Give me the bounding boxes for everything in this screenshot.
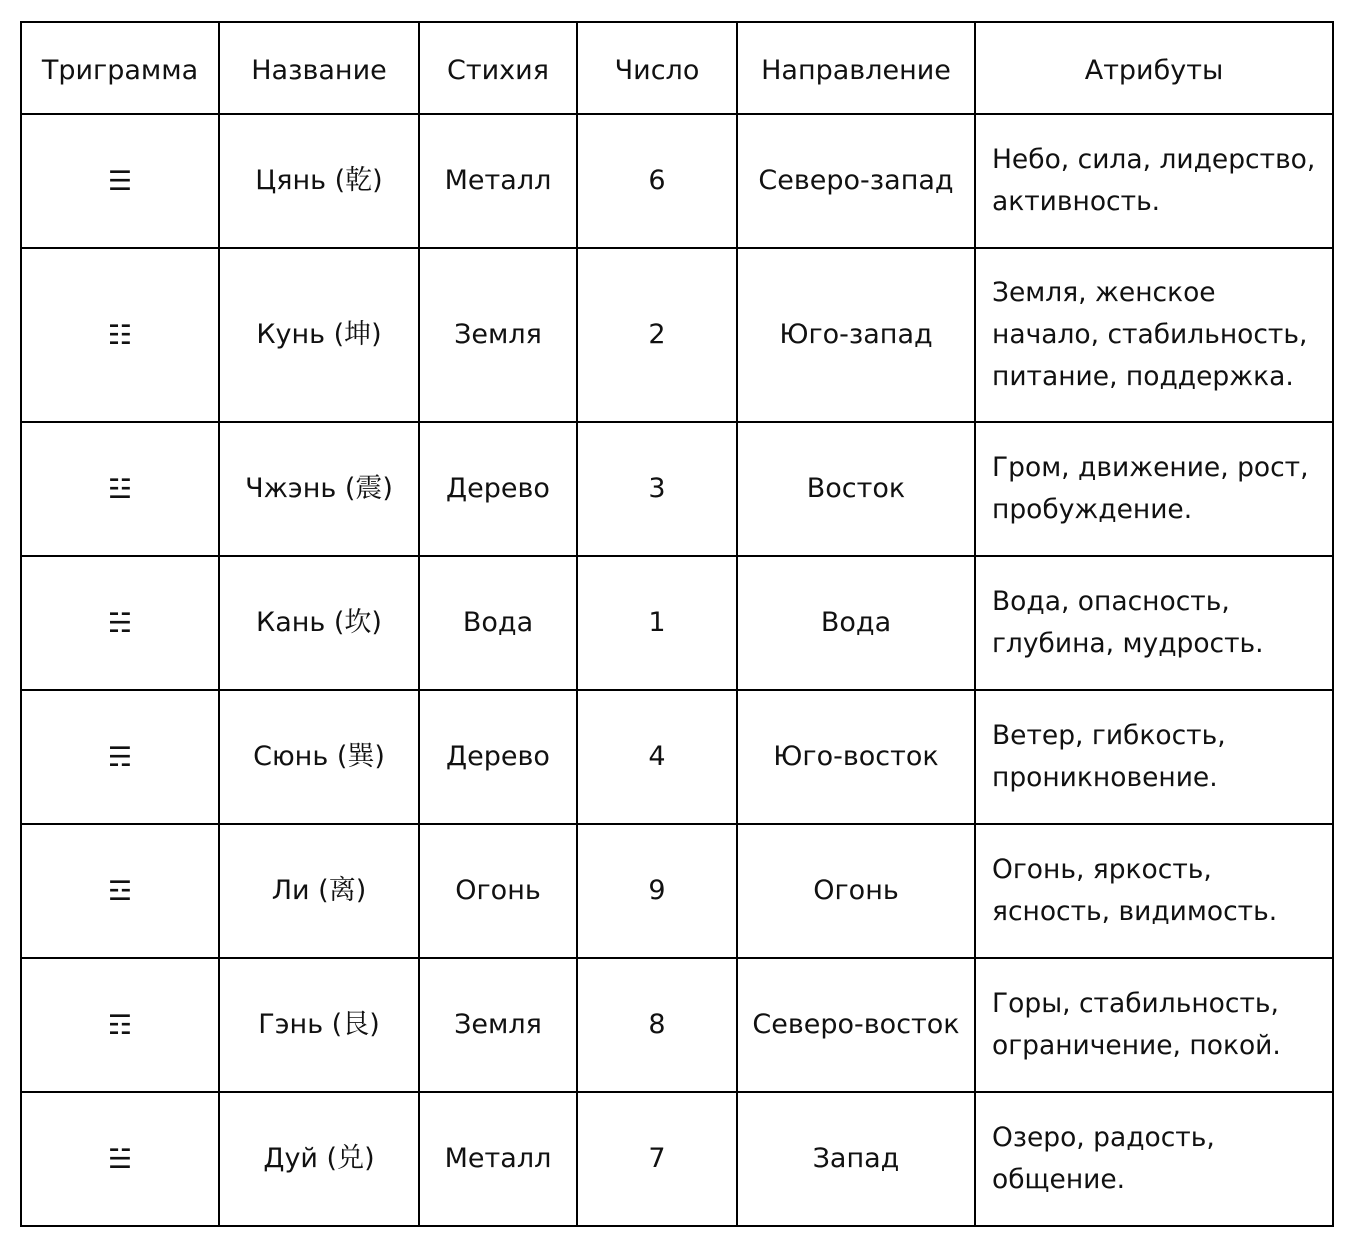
header-direction: Направление [737, 22, 975, 114]
trigram-number: 9 [577, 824, 737, 958]
table-row [21, 248, 1333, 422]
trigram-direction: Юго-восток [737, 690, 975, 824]
trigram-name: Дуй (兑) [219, 1092, 419, 1226]
trigram-element: Металл [419, 114, 577, 248]
trigram-direction: Северо-запад [737, 114, 975, 248]
trigram-number: 2 [577, 248, 737, 422]
trigram-symbol: ☲ [21, 824, 219, 958]
trigram-element: Дерево [419, 422, 577, 556]
trigram-number: 3 [577, 422, 737, 556]
trigram-symbol: ☰ [21, 114, 219, 248]
header-trigram: Триграмма [21, 22, 219, 114]
trigram-name: Гэнь (艮) [219, 958, 419, 1092]
table-row [21, 114, 1333, 248]
trigram-element: Металл [419, 1092, 577, 1226]
table-row [21, 824, 1333, 958]
header-row [21, 22, 1333, 114]
trigram-symbol: ☶ [21, 958, 219, 1092]
trigram-direction: Запад [737, 1092, 975, 1226]
trigram-table [20, 21, 1334, 1227]
table-row [21, 958, 1333, 1092]
trigram-name: Кунь (坤) [219, 248, 419, 422]
header-number: Число [577, 22, 737, 114]
trigram-attributes: Озеро, радость, общение. [975, 1092, 1333, 1226]
table-row [21, 1092, 1333, 1226]
trigram-symbol: ☱ [21, 1092, 219, 1226]
trigram-direction: Северо-восток [737, 958, 975, 1092]
trigram-symbol: ☵ [21, 556, 219, 690]
trigram-element: Земля [419, 958, 577, 1092]
trigram-name: Сюнь (巽) [219, 690, 419, 824]
trigram-element: Дерево [419, 690, 577, 824]
trigram-attributes: Огонь, яркость, ясность, видимость. [975, 824, 1333, 958]
trigram-name: Кань (坎) [219, 556, 419, 690]
trigram-name: Цянь (乾) [219, 114, 419, 248]
trigram-element: Земля [419, 248, 577, 422]
trigram-direction: Вода [737, 556, 975, 690]
trigram-direction: Юго-запад [737, 248, 975, 422]
trigram-element: Вода [419, 556, 577, 690]
header-attributes: Атрибуты [975, 22, 1333, 114]
table-row [21, 556, 1333, 690]
table-row [21, 422, 1333, 556]
trigram-number: 1 [577, 556, 737, 690]
trigram-symbol: ☴ [21, 690, 219, 824]
trigram-name: Чжэнь (震) [219, 422, 419, 556]
trigram-name: Ли (离) [219, 824, 419, 958]
trigram-number: 4 [577, 690, 737, 824]
trigram-number: 6 [577, 114, 737, 248]
trigram-attributes: Вода, опасность, глубина, мудрость. [975, 556, 1333, 690]
header-element: Стихия [419, 22, 577, 114]
trigram-number: 8 [577, 958, 737, 1092]
trigram-symbol: ☷ [21, 248, 219, 422]
trigram-attributes: Земля, женское начало, стабильность, питание, поддержка. [975, 248, 1333, 422]
table-row [21, 690, 1333, 824]
trigram-attributes: Небо, сила, лидерство, активность. [975, 114, 1333, 248]
trigram-attributes: Ветер, гибкость, проникновение. [975, 690, 1333, 824]
trigram-symbol: ☳ [21, 422, 219, 556]
trigram-attributes: Гром, движение, рост, пробуждение. [975, 422, 1333, 556]
header-name: Название [219, 22, 419, 114]
trigram-element: Огонь [419, 824, 577, 958]
trigram-number: 7 [577, 1092, 737, 1226]
trigram-attributes: Горы, стабильность, ограничение, покой. [975, 958, 1333, 1092]
trigram-direction: Огонь [737, 824, 975, 958]
trigram-direction: Восток [737, 422, 975, 556]
